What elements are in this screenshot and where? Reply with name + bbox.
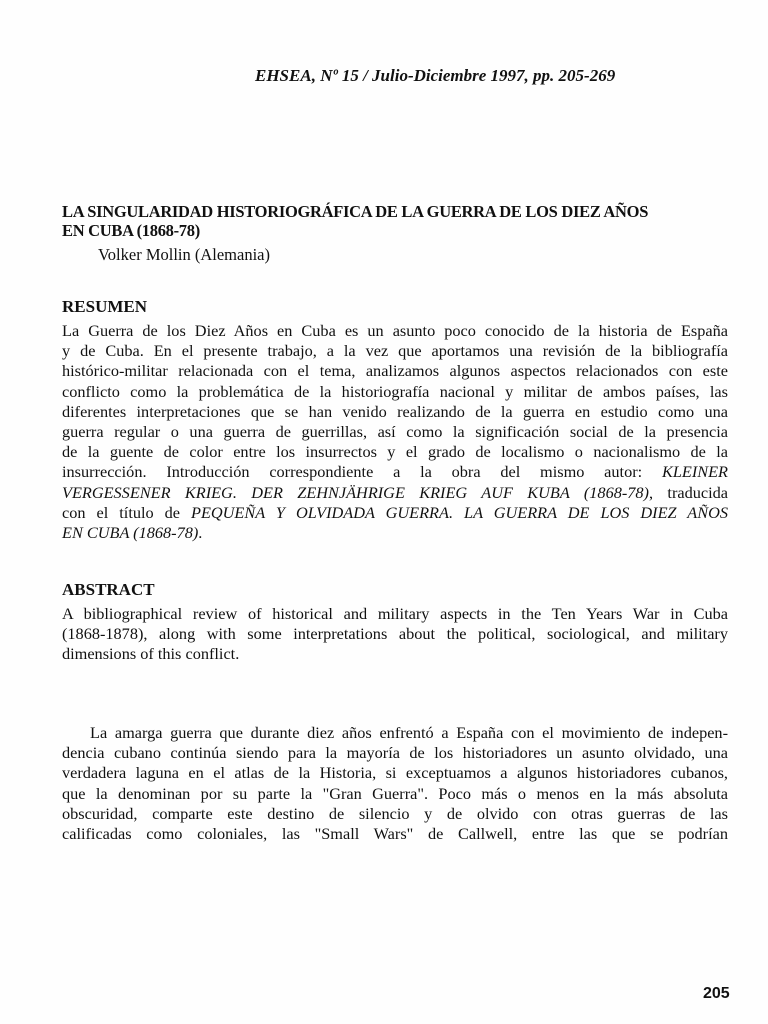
abstract-line: (1868-1878), along with some interpretations about the political, sociological, and military bbox=[62, 624, 728, 644]
book-title-spanish: EN CUBA (1868-78) bbox=[62, 522, 199, 542]
book-title-german: KLEINER bbox=[661, 462, 728, 482]
resumen-heading: RESUMEN bbox=[62, 297, 148, 316]
abstract-paragraph bbox=[62, 604, 728, 665]
abstract-heading: ABSTRACT bbox=[62, 580, 155, 599]
abstract-line: A bibliographical review of historical and military aspects in the Ten Years War in Cuba bbox=[62, 604, 728, 623]
article-title-line-1: LA SINGULARIDAD HISTORIOGRÁFICA DE LA GUERRA DE LOS DIEZ AÑOS bbox=[62, 202, 649, 221]
body-line: dencia cubano continúa siendo para la mayoría de los historiadores un asunto olvidado, una bbox=[62, 743, 728, 763]
resumen-line bbox=[62, 503, 728, 523]
journal-header: EHSEA, Nº 15 / Julio-Diciembre 1997, pp. 205-269 bbox=[255, 66, 616, 85]
body-line: que la denominan por su parte la "Gran Guerra". Poco más o menos en la más absoluta bbox=[62, 783, 728, 803]
resumen-line: conflicto como la problemática de la historiografía nacional y militar de ambos países, las bbox=[62, 381, 728, 401]
resumen-line: de la guente de color entre los insurrectos y el grado de localismo o nacionalismo de la bbox=[62, 442, 728, 462]
resumen-line bbox=[62, 483, 728, 503]
author-name: Volker Mollin (Alemania) bbox=[98, 245, 270, 264]
body-line: verdadera laguna en el atlas de la Historia, si exceptuamos a algunos historiadores cubanos, bbox=[62, 763, 728, 783]
resumen-text: , traducida bbox=[648, 482, 728, 502]
resumen-line: y de Cuba. En el presente trabajo, a la vez que aportamos una revisión de la bibliografía bbox=[62, 341, 728, 361]
resumen-line bbox=[62, 523, 728, 543]
body-line: calificadas como coloniales, las "Small Wars" de Callwell, entre las que se podrían bbox=[62, 823, 728, 843]
resumen-text: con el título de bbox=[62, 502, 192, 522]
body-line: La amarga guerra que durante diez años enfrentó a España con el movimiento de indepen- bbox=[90, 723, 728, 742]
resumen-line: guerra regular o una guerra de guerrillas, así como la significación social de la presencia bbox=[62, 421, 728, 441]
body-paragraph bbox=[62, 723, 728, 844]
resumen-line: diferentes interpretaciones que se han venido realizando de la guerra en estudio como una bbox=[62, 401, 728, 421]
resumen-line bbox=[62, 462, 728, 482]
resumen-text: insurrección. Introducción correspondiente a la obra del mismo autor: bbox=[62, 462, 662, 482]
page-number: 205 bbox=[703, 985, 730, 1002]
resumen-paragraph bbox=[62, 321, 728, 543]
article-title-line-2: EN CUBA (1868-78) bbox=[62, 221, 200, 240]
article-title bbox=[62, 202, 742, 240]
book-title-spanish: PEQUEÑA Y OLVIDADA GUERRA. LA GUERRA DE LOS DIEZ AÑOS bbox=[191, 502, 729, 522]
body-line: obscuridad, comparte este destino de silencio y de olvido con otras guerras de las bbox=[62, 803, 728, 823]
resumen-text: . bbox=[198, 522, 203, 542]
resumen-line: La Guerra de los Diez Años en Cuba es un asunto poco conocido de la historia de España bbox=[62, 321, 728, 340]
resumen-line: histórico-militar relacionada con el tema, analizamos algunos aspectos relacionados con este bbox=[62, 361, 728, 381]
abstract-line: dimensions of this conflict. bbox=[62, 644, 240, 664]
book-title-german: VERGESSENER KRIEG. DER ZEHNJÄHRIGE KRIEG AUF KUBA (1868-78) bbox=[62, 482, 649, 502]
